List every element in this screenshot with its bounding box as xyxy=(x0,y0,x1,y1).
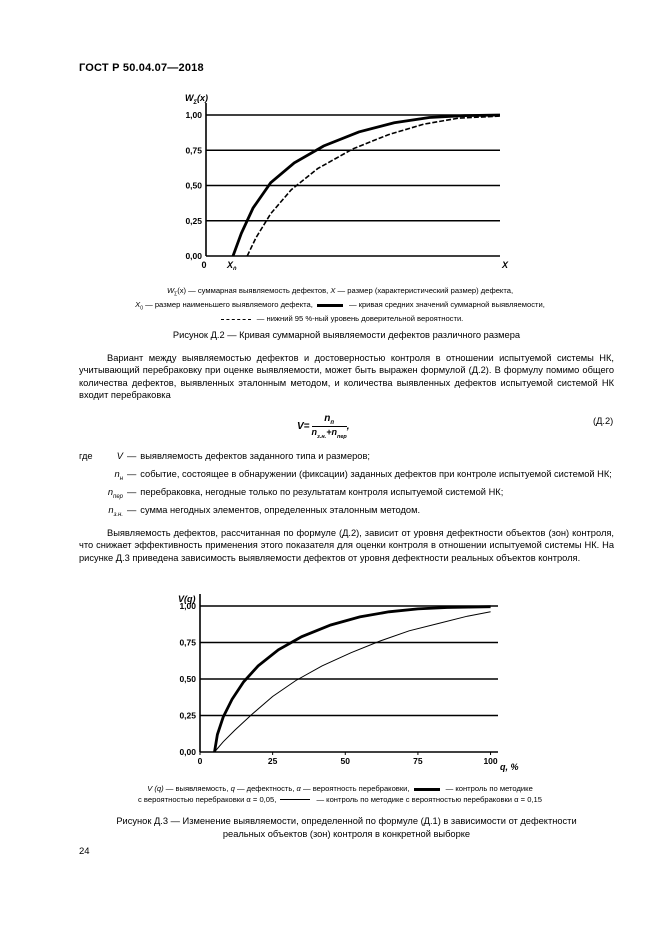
dashed-line-swatch xyxy=(221,319,251,320)
x-tick-label: 100 xyxy=(483,756,498,766)
y-tick-label: 1,00 xyxy=(185,110,202,120)
definition-row: $n_{пер}$ — перебраковка, негодные только по результатам контроля испытуемой системой НК; xyxy=(107,487,504,501)
page-number: 24 xyxy=(79,846,90,857)
definitions-list xyxy=(79,450,614,523)
equation-number: (Д.2) xyxy=(593,416,614,426)
y-tick-labels xyxy=(179,601,196,757)
x-tick-labels xyxy=(198,756,498,766)
paragraph-2: Выявляемость дефектов, рассчитанная по формуле (Д.2), зависит от уровня дефектности объектов (зон) контроля, что снижает эффективность применения этого показателя для оценки контроля в отношении испытуемой системы НК. На рисунке Д.3 приведена зависимость выявляемости дефектов от уровня дефектности реальных объектов контроля. xyxy=(79,528,614,563)
y-tick-label: 0,25 xyxy=(179,710,196,721)
thick-line-swatch xyxy=(414,788,440,791)
y-tick-label: 0,00 xyxy=(185,251,202,261)
x-tick-label: 75 xyxy=(413,756,423,766)
grid-lines xyxy=(200,594,498,755)
y-tick-label: 0,25 xyxy=(185,215,202,226)
y-tick-label: 0,00 xyxy=(179,747,196,757)
grid-lines xyxy=(206,103,500,256)
y-tick-label: 0,50 xyxy=(179,674,196,684)
page-header: ГОСТ Р 50.04.07—2018 xyxy=(79,62,204,74)
definition-row: $n_н$ — событие, состоящее в обнаружении (фиксации) заданных дефектов при контроле испытуемой системой НК; xyxy=(114,469,612,483)
figure-d3-chart xyxy=(170,590,530,775)
figure-d2-chart xyxy=(170,88,530,270)
figure-d2-caption: Рисунок Д.2 — Кривая суммарной выявляемости дефектов различного размера xyxy=(172,330,521,340)
series-line-alpha-0.15 xyxy=(215,612,491,752)
x-tick-label: 50 xyxy=(340,756,351,766)
y-tick-labels xyxy=(185,110,202,261)
thick-line-swatch xyxy=(317,304,343,307)
y-tick-label: 0,75 xyxy=(179,637,196,648)
figure-d3-caption: Рисунок Д.3 — Изменение выявляемости, определенной по формуле (Д.1) в зависимости от дефектности реальных объектов (зон) контроля в конкретной выборке xyxy=(116,816,577,839)
definition-row: $n_{з.н.}$ — сумма негодных элементов, определенных эталонным методом. xyxy=(108,505,421,519)
y-tick-label: 0,75 xyxy=(185,145,202,156)
formula-d2: V= $\frac{n_п}{n_{з.н.}+n_{пер}}$ , xyxy=(297,413,350,440)
paragraph-1: Вариант между выявляемостью дефектов и достоверностью контроля в отношении испытуемой системы НК, учитывающий перебраковку при оценке выявляемости, может быть выражен формулой (Д.2). В формулу помимо общего количества дефектов, выявленных эталонным методом, и количества выявленных дефектов испытуемой системой НК входит перебраковка xyxy=(79,353,614,400)
x-tick-label: 0 xyxy=(197,756,203,766)
y-tick-label: 0,50 xyxy=(185,180,202,191)
thin-line-swatch xyxy=(280,799,310,800)
y-axis-label: $W_\Sigma(x)$ xyxy=(185,93,209,106)
y-tick-label: 1,00 xyxy=(179,601,196,611)
y-axis-label: V(q) xyxy=(178,594,196,604)
definition-row: где V — выявляемость дефектов заданного типа и размеров; xyxy=(79,451,370,461)
x-axis-label: X xyxy=(502,260,509,270)
x0-label: $X_0$ xyxy=(227,260,237,270)
figure-d2-legend: $W_\Sigma(x)$ — суммарная выявляемость дефектов, X — размер (характеристический размер) дефекта, $X_0$ — размер наименьшего выявляемого дефекта, — кривая средних значений суммарной выявляемости, — нижний 95 %-ный уровень доверительной вероятности. xyxy=(135,286,545,324)
x-origin-label: 0 xyxy=(201,260,207,270)
x-axis-label: q, % xyxy=(500,762,519,772)
figure-d3-legend: V (q) — выявляемость, q — дефектность, α — вероятность перебраковки, — контроль по методике с вероятностью перебраковки α = 0,05, — контроль по методике с вероятностью перебраковки α = 0,15 xyxy=(138,784,542,804)
x-tick-label: 25 xyxy=(267,756,278,766)
